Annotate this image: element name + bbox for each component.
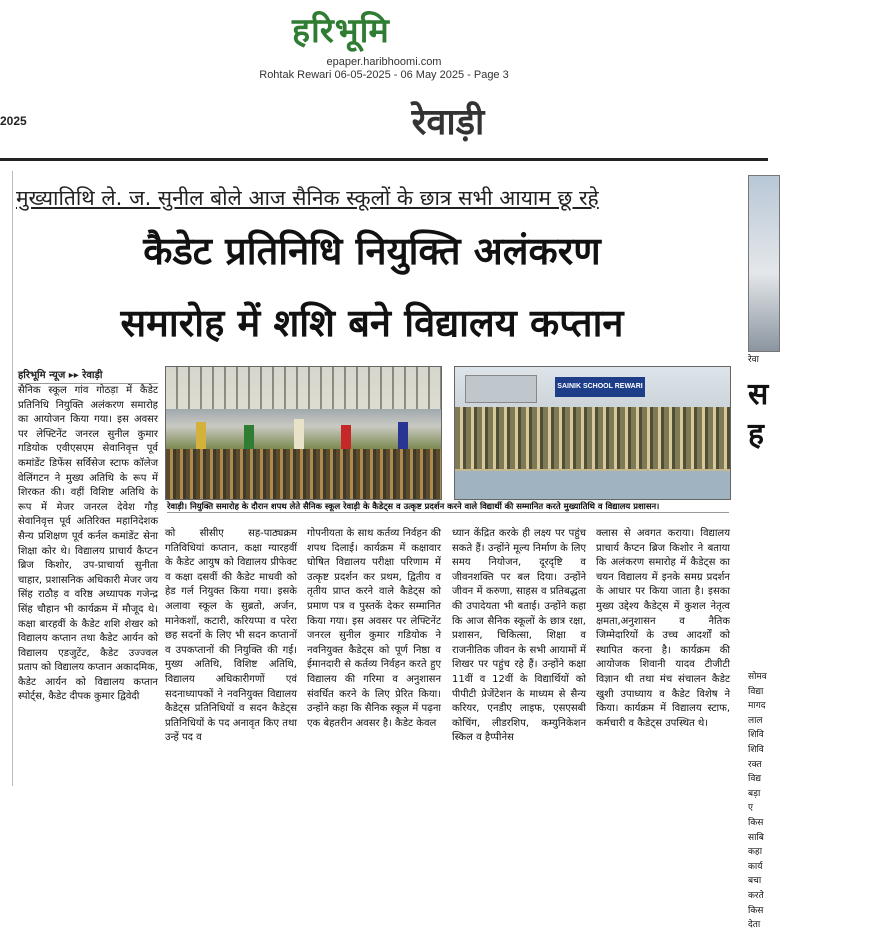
byline: हरिभूमि न्यूज ▸▸ रेवाड़ी: [18, 367, 158, 384]
adjacent-article: [746, 171, 769, 931]
article-column-2: को सीसीए सह-पाठ्यक्रम गतिविधियां कप्तान, कक्षा ग्यारहवीं के कैडेट आयुष को विद्यालय प्रीफेक्ट व कक्षा दसवीं की कैडेट माधवी को हेड गर्ल नियुक्त किया गया। इसके अलावा स्कूल के सुब्रतो, अर्जन, मानेकशॉ, कटारी, करियप्पा व परेरा छह सदनों के लिए भी सदन कप्तानों व उपकप्तानों की नियुक्ति की गई। मुख्य अतिथि, विशिष्ट अतिथि, विद्यालय अधिकारीगणों एवं सदनाध्यापकों ने नवनियुक्त विद्यालय कैडेट्स प्रतिनिधियों व सदन कैडेट्स प्रतिनिधियों के पद अनावृत किए तथा उन्हें पद व: [165, 528, 297, 744]
article-kicker: मुख्यातिथि ले. ज. सुनील बोले आज सैनिक स्कूलों के छात्र सभी आयाम छू रहे: [16, 186, 599, 210]
adjacent-body-line: बचा: [748, 876, 762, 887]
photo-caption: रेवाड़ी। नियुक्ति समारोह के दौरान शपथ लेते सैनिक स्कूल रेवाड़ी के कैडेट्स व उत्कृष्ट प्रदर्शन करने वाले विद्यार्थी की सम्मानित करते मुख्यातिथि व विद्यालय प्रशासन।: [167, 500, 729, 513]
city-title: रेवाड़ी: [411, 102, 485, 143]
tent-canopy: [166, 367, 441, 409]
adjacent-body-line: रक्त: [748, 759, 762, 770]
cadets-group: [455, 407, 730, 469]
article-column-4: ध्यान केंद्रित करके ही लक्ष्य पर पहुंच सकते हैं। उन्होंने मूल्य निर्माण के लिए समय नियोजन, दूरदृष्टि व जीवनशक्ति पर बल दिया। उन्होंने जीवन में करुणा, साहस व प्रतिबद्धता की उपादेयता भी बताई। उन्होंने कहा कि आज सैनिक स्कूलों के छात्र रक्षा, प्रशासन, चिकित्सा, शिक्षा व राजनीतिक जीवन के सभी आयामों में शिखर पर पहुंच रहे हैं। उन्होंने कक्षा 11वीं व 12वीं के विद्यार्थियों को पीपीटी प्रेजेंटेशन के माध्यम से सैन्य करियर, एनडीए लाइफ, एसएसबी कोचिंग, लीडरशिप, कम्युनिकेशन स्किल व हैप्पीनेस: [452, 528, 586, 744]
date-fragment: 2025: [0, 114, 27, 128]
article-column-5: क्लास से अवगत कराया। विद्यालय प्राचार्य कैप्टन ब्रिज किशोर ने बताया कि अलंकरण समारोह में कैडेट्स का चयन विद्यालय में इनके समग्र प्रदर्शन के आधार पर किया जाता है। इसका मुख्य उद्देश्य कैडेट्स में कुशल नेतृत्व क्षमता,अनुशासन व नैतिक जिम्मेदारियों के उच्च आदर्शों को स्थापित करना है। कार्यक्रम की आयोजक शिवानी यादव टीजीटी विज्ञान थी तथा मंच संचालन कैडेट खुशी उपाध्याय व कैडेट विशेष ने किया। कार्यक्रम में विद्यालय स्टाफ, कर्मचारी व कैडेट्स उपस्थित थे।: [596, 528, 730, 729]
masthead: [0, 0, 768, 160]
school-banner: SAINIK SCHOOL REWARI: [555, 377, 645, 397]
adjacent-body-line: किस: [748, 905, 764, 916]
adjacent-photo: [748, 175, 780, 352]
adjacent-headline: स: [748, 377, 769, 412]
adjacent-body-line: कार्य: [748, 861, 763, 872]
article-column-3: गोपनीयता के साथ कर्तव्य निर्वहन की शपथ दिलाई। कार्यक्रम में कक्षावार घोषित विद्यालय परीक्षा परिणाम में उत्कृष्ट प्रदर्शन कर प्रथम, द्वितीय व तृतीय प्राप्त करने वाले कैडेट्स को प्रमाण पत्र व पुस्तकें देकर सम्मानित किया गया। इस अवसर पर लेफ्टिनेंट जनरल सुनील कुमार गडियोक ने नवनियुक्त कैडेट्स को पूर्ण निष्ठा व ईमानदारी से कर्तव्य निर्वहन करते हुए विद्यालय की गरिमा व अनुशासन संवर्धित करने के लिए प्रेरित किया। उन्होंने कहा कि सैनिक स्कूल में पढ़ना एक बेहतरीन अवसर है। कैडेट केवल: [307, 528, 441, 729]
adjacent-body-line: साबि: [748, 832, 764, 843]
adjacent-headline: ह: [748, 417, 764, 452]
adjacent-body-line: ए: [748, 803, 753, 814]
edition-line: Rohtak Rewari 06-05-2025 - 06 May 2025 - Page 3: [259, 69, 509, 81]
adjacent-body-line: बड़ा: [748, 788, 761, 799]
award-group-photo: [454, 366, 731, 500]
article-column-1: सैनिक स्कूल गांव गोठड़ा में कैडेट प्रतिनिधि नियुक्ति अलंकरण समारोह का आयोजन किया गया। इस अवसर पर लेफ्टिनेंट जनरल सुनील कुमार गडियोक एवीएसएम सेवानिवृत्त पूर्व कमांडेंट डिफेंस सर्विसेज स्टाफ कॉलेज वेलिंगटन ने मुख्य अतिथि के रूप में शिरकत की। वहीं विशिष्ट अतिथि के रूप में मेजर जनरल देवेश गौड़ सेवानिवृत्त पूर्व अतिरिक्त महानिदेशक सैन्य प्रशिक्षण पूर्व कर्नल कमांडेंट सेना शिक्षा कोर थे। विद्यालय प्राचार्य कैप्टन ब्रिज किशोर, उप-प्राचार्या सुनीता चाहार, प्रशासनिक अधिकारी मेजर जय सिंह राठौड़ व वरिष्ठ अध्यापक गजेन्द्र सिंह चौहान भी कार्यक्रम में मौजूद थे। कक्षा बारहवीं के कैडेट शशि शेखर को विद्यालय कप्तान तथा कैडेट आर्यन को विद्यालय एडजुटेंट, कैडेट उज्ज्वल प्रताप को विद्यालय कप्तान अकादमिक, कैडेट आर्यन को विद्यालय कप्तान स्पोर्ट्स, कैडेट दीपक कुमार द्विवेदी: [18, 385, 158, 703]
stage-floor: [455, 471, 730, 499]
cadets-crowd: [166, 449, 441, 499]
headline-line-2: समारोह में शशि बने विद्यालय कप्तान: [120, 301, 624, 345]
flag-icon: [294, 419, 304, 451]
adjacent-body-line: करते: [748, 891, 764, 901]
newspaper-logo[interactable]: हरिभूमि: [292, 11, 390, 51]
aircraft-model: [465, 375, 537, 403]
headline-line-1: कैडेट प्रतिनिधि नियुक्ति अलंकरण: [143, 229, 601, 273]
masthead-rule: [0, 158, 768, 161]
adjacent-body-line: शिवि: [748, 730, 764, 741]
adjacent-body-line: किस: [748, 818, 764, 828]
adjacent-body-line: लाल: [748, 715, 763, 726]
adjacent-body-line: शिवि: [748, 745, 764, 755]
adjacent-caption: रेवा: [748, 355, 760, 365]
adjacent-body-line: विद्या: [748, 686, 764, 697]
adjacent-body-line: मागद: [748, 701, 766, 712]
adjacent-body-line: विद्य: [748, 774, 762, 785]
adjacent-body-line: कहा: [748, 847, 763, 858]
adjacent-body-line: देता: [748, 920, 761, 931]
adjacent-body-line: सोमव: [748, 672, 767, 682]
ceremony-photo: [165, 366, 442, 500]
epaper-url[interactable]: epaper.haribhoomi.com: [326, 56, 442, 68]
